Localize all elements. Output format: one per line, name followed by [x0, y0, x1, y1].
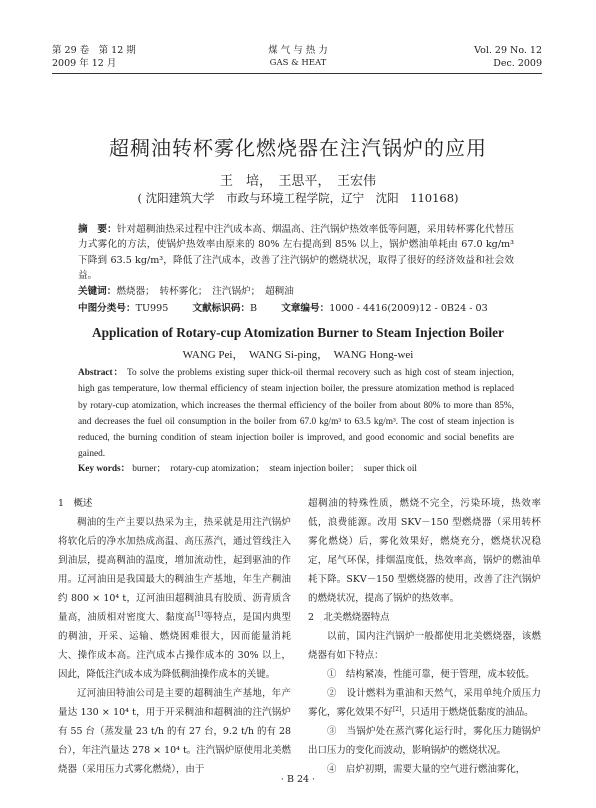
paragraph-1-part-a: 稠油的生产主要以热采为主，热采就是用注汽锅炉将软化后的净水加热成高温、高压蒸汽，通过管线注入到油层，提高稠油的温度，增加流动性，起到驱油的作用。辽河油田是我国最大的稠油生产基地，年生产稠油约 800 × 10⁴ t，辽河油田超稠油具有胶质、沥青质含量高，油质相对密度大、黏度高 — [58, 517, 291, 623]
citation-2: [2] — [392, 705, 402, 713]
classification-line — [78, 302, 518, 316]
clc-label: 中图分类号： — [78, 303, 136, 314]
affiliation-cn: ( 沈阳建筑大学 市政与环境工程学院，辽宁 沈阳 110168) — [137, 191, 459, 205]
page-number: · B 24 · — [280, 774, 316, 785]
paper-title-cn: 超稠油转杯雾化燃烧器在注汽锅炉的应用 — [109, 136, 487, 160]
keywords-cn-label: 关键词： — [78, 286, 117, 297]
article-id-value: 1000 - 4416(2009)12 - 0B24 - 03 — [329, 303, 488, 314]
paragraph-3: 超稠油的特殊性质，燃烧不完全，污染环境，热效率低，浪费能源。改用 SKV－150 型燃烧器（采用转杯雾化燃烧）后，雾化效果好，燃烧充分，燃烧状况稳定，尾气环保，排烟温度低，热效率高，锅炉的燃油单耗下降。SKV－150 型燃烧器的使用，改善了注汽锅炉的燃烧状况，提高了锅炉的热效率。 — [308, 498, 541, 604]
list-item-3: ③ 当锅炉处在蒸汽雾化运行时，雾化压力随锅炉出口压力的变化而波动，影响锅炉的燃烧状况。 — [308, 726, 541, 756]
header-right — [474, 44, 542, 70]
list-item-1: ① 结构紧凑，性能可靠，便于管理，成本较低。 — [327, 669, 535, 680]
abstract-en-label: Abstract： — [78, 368, 124, 378]
paragraph-4: 以前，国内注汽锅炉一般都使用北美燃烧器，该燃烧器有如下特点： — [308, 631, 541, 661]
body-column-left — [58, 494, 291, 779]
authors-cn: 王 培， 王思平， 王宏伟 — [219, 174, 376, 189]
abstract-cn-text: 针对超稠油热采过程中注汽成本高、烟温高、注汽锅炉热效率低等问题，采用转杯雾化代替压力式雾化的方法，使锅炉热效率由原来的 80% 左右提高到 85% 以上，锅炉燃油单耗由 67.0 kg/m³ 下降到 63.5 kg/m³，降低了注汽成本，改善了注汽锅炉的燃烧状况，取得了很好的经济效益和社会效益。 — [78, 224, 515, 281]
article-id-label: 文章编号： — [281, 303, 330, 314]
keywords-en-label: Key words： — [78, 464, 130, 474]
journal-name-en: GAS & HEAT — [269, 58, 327, 68]
paper-title-en: Application of Rotary-cup Atomization Burner to Steam Injection Boiler — [92, 325, 504, 340]
paragraph-1-part-b: 等特点，是国内典型的稠油，开采、运输、燃烧困难很大，因而能量消耗大、操作成本高。注汽成本占操作成本的 30% 以上，因此，降低注汽成本成为降低稠油操作成本的关键。 — [58, 612, 291, 680]
volume-issue: 第 29 卷 第 12 期 — [52, 45, 136, 56]
clc-value: TU995 — [135, 303, 169, 314]
keywords-cn — [78, 285, 518, 299]
abstract-cn-label: 摘 要： — [78, 224, 117, 235]
paragraph-2: 辽河油田特油公司是主要的超稠油生产基地，年产量达 130 × 10⁴ t，用于开采稠油和超稠油的注汽锅炉有 55 台（蒸发量 23 t/h 的有 27 台，9.2 t/h 的有 28 台），年注汽量达 278 × 10⁴ t。注汽锅炉原使用北美燃烧器（采用压力式雾化燃烧），由于 — [58, 688, 291, 775]
header-divider — [52, 73, 542, 74]
body-column-right — [308, 494, 541, 779]
journal-name-cn: 煤 气 与 热 力 — [268, 45, 328, 56]
section-2-heading: 2 北美燃烧器特点 — [308, 612, 390, 623]
abstract-en — [78, 365, 514, 463]
abstract-cn — [78, 222, 514, 283]
list-item-2 — [308, 684, 541, 722]
list-item-2-part-a: ② 设计燃料为重油和天然气，采用单纯介质压力雾化，雾化效果不好 — [308, 688, 541, 718]
doc-code-label: 文献标识码： — [192, 303, 251, 314]
doc-code-value: B — [250, 303, 258, 314]
abstract-en-text: To solve the problems existing super thick-oil thermal recovery such as high cost of steam injection, high gas temperature, low thermal efficiency of steam injection boiler, the pressure atomization method is replaced by rotary-cup atomization, which increases the thermal efficiency of the boiler from about 80% to more than 85%, and decreases the fuel oil consumption in the boiler from 67.0 kg/m³ to 63.5 kg/m³. The cost of steam injection is reduced, the burning condition of steam injection boiler is improved, and good economic and social benefits are gained. — [78, 368, 514, 460]
citation-1: [1] — [194, 610, 204, 618]
keywords-en-text: burner； rotary-cup atomization； steam injection boiler； super thick oil — [132, 464, 417, 474]
publication-date-cn: 2009 年 12 月 — [52, 58, 117, 69]
list-item-2-part-b: ，只适用于燃烧低黏度的油品。 — [401, 707, 534, 718]
list-item-4: ④ 启炉初期，需要大量的空气进行燃油雾化， — [327, 764, 526, 775]
keywords-en — [78, 460, 518, 474]
publication-date-en: Dec. 2009 — [493, 58, 542, 69]
keywords-cn-text: 燃烧器； 转杯雾化； 注汽锅炉； 超稠油 — [116, 286, 294, 297]
paragraph-1 — [58, 513, 291, 684]
section-1-heading: 1 概述 — [58, 498, 93, 509]
volume-number-en: Vol. 29 No. 12 — [474, 45, 542, 56]
authors-en: WANG Pei， WANG Si-ping， WANG Hong-wei — [182, 349, 414, 361]
